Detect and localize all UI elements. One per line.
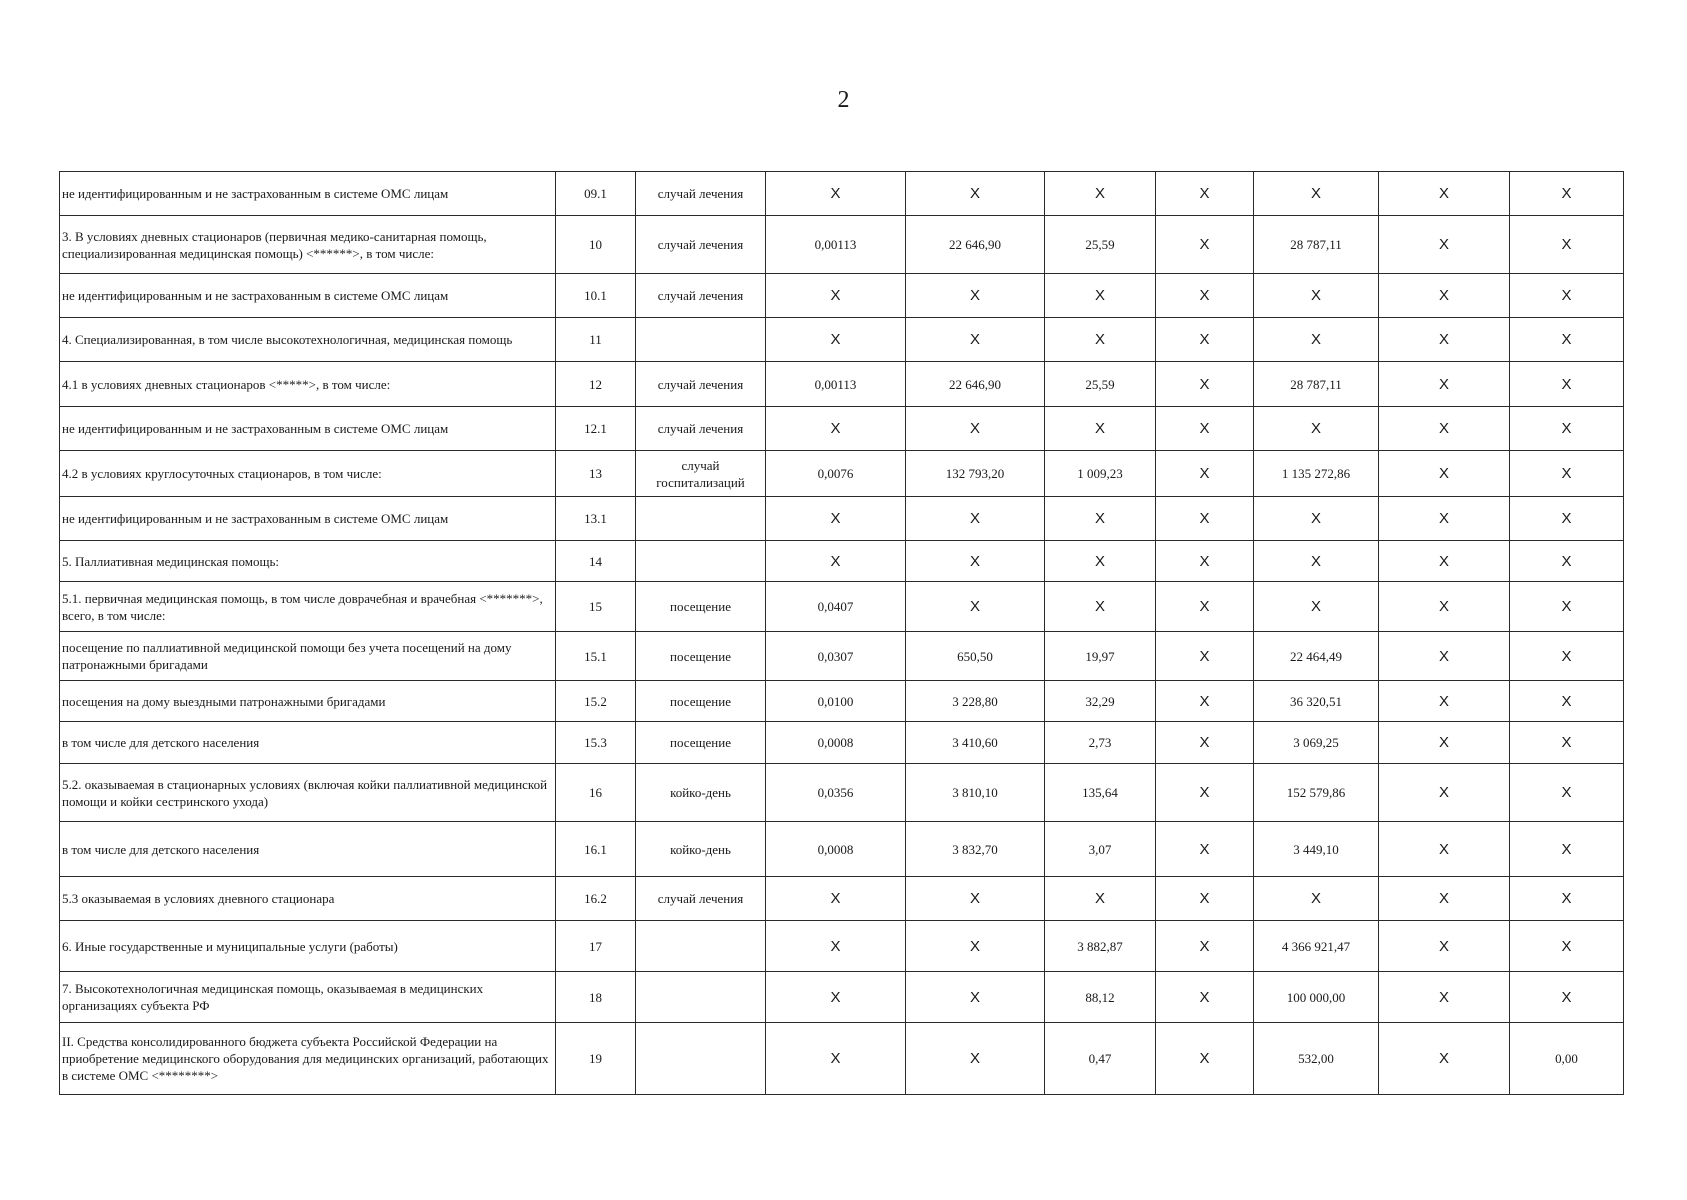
cell-value-3: 25,59	[1045, 362, 1156, 407]
table-row	[60, 722, 1624, 764]
cell-value-6: X	[1379, 722, 1510, 764]
cell-value-6: X	[1379, 216, 1510, 274]
cell-value-4: X	[1156, 632, 1254, 681]
table-row	[60, 407, 1624, 451]
cell-value-2: X	[906, 877, 1045, 921]
cell-unit: случай лечения	[636, 216, 766, 274]
cell-value-2: 22 646,90	[906, 216, 1045, 274]
cell-code: 18	[556, 972, 636, 1023]
cell-value-7: X	[1510, 216, 1624, 274]
cell-value-3: 32,29	[1045, 681, 1156, 722]
cell-unit	[636, 318, 766, 362]
cell-value-4: X	[1156, 172, 1254, 216]
table-row	[60, 541, 1624, 582]
table-row	[60, 921, 1624, 972]
cell-value-3: 1 009,23	[1045, 451, 1156, 497]
cell-value-1: X	[766, 1023, 906, 1095]
cell-value-1: 0,0407	[766, 582, 906, 632]
cell-unit: посещение	[636, 582, 766, 632]
cell-value-2: X	[906, 972, 1045, 1023]
cell-value-2: X	[906, 172, 1045, 216]
cell-code: 11	[556, 318, 636, 362]
cell-value-3: X	[1045, 172, 1156, 216]
cell-value-6: X	[1379, 172, 1510, 216]
cell-value-5: 22 464,49	[1254, 632, 1379, 681]
cell-value-7: X	[1510, 582, 1624, 632]
cell-value-6: X	[1379, 274, 1510, 318]
cell-value-1: 0,0008	[766, 722, 906, 764]
cell-value-4: X	[1156, 274, 1254, 318]
table-row	[60, 632, 1624, 681]
cell-value-3: X	[1045, 407, 1156, 451]
cell-code: 13.1	[556, 497, 636, 541]
cell-value-2: X	[906, 921, 1045, 972]
cell-value-1: 0,0307	[766, 632, 906, 681]
cell-unit: случай лечения	[636, 877, 766, 921]
cell-value-2: 3 228,80	[906, 681, 1045, 722]
cell-value-3: X	[1045, 877, 1156, 921]
cell-code: 15.3	[556, 722, 636, 764]
cell-unit	[636, 921, 766, 972]
cell-name: не идентифицированным и не застрахованным в системе ОМС лицам	[60, 407, 556, 451]
cell-value-1: X	[766, 274, 906, 318]
cell-name: II. Средства консолидированного бюджета субъекта Российской Федерации на приобретение медицинского оборудования для медицинских организаций, работающих в системе ОМС <********>	[60, 1023, 556, 1095]
cell-name: не идентифицированным и не застрахованным в системе ОМС лицам	[60, 274, 556, 318]
cell-value-5: 3 069,25	[1254, 722, 1379, 764]
cell-value-4: X	[1156, 877, 1254, 921]
cell-value-1: X	[766, 172, 906, 216]
cell-value-3: 3 882,87	[1045, 921, 1156, 972]
table-row	[60, 216, 1624, 274]
cell-name: в том числе для детского населения	[60, 722, 556, 764]
cell-unit: случай лечения	[636, 407, 766, 451]
cell-code: 09.1	[556, 172, 636, 216]
cell-code: 19	[556, 1023, 636, 1095]
table-row	[60, 764, 1624, 822]
cell-name: 4. Специализированная, в том числе высокотехнологичная, медицинская помощь	[60, 318, 556, 362]
cell-value-4: X	[1156, 451, 1254, 497]
cell-value-6: X	[1379, 582, 1510, 632]
cell-value-7: X	[1510, 681, 1624, 722]
cell-unit: случай госпитализаций	[636, 451, 766, 497]
cell-value-2: X	[906, 582, 1045, 632]
table-row	[60, 1023, 1624, 1095]
cell-value-5: 532,00	[1254, 1023, 1379, 1095]
cell-code: 16.1	[556, 822, 636, 877]
cell-value-6: X	[1379, 972, 1510, 1023]
cell-value-5: X	[1254, 582, 1379, 632]
cell-value-7: X	[1510, 722, 1624, 764]
cell-name: 5.2. оказываемая в стационарных условиях (включая койки паллиативной медицинской помощи и койки сестринского ухода)	[60, 764, 556, 822]
cell-unit: койко-день	[636, 822, 766, 877]
cell-value-1: X	[766, 972, 906, 1023]
cell-name: 5.1. первичная медицинская помощь, в том числе доврачебная и врачебная <*******>, всего, в том числе:	[60, 582, 556, 632]
cell-value-4: X	[1156, 318, 1254, 362]
cell-value-4: X	[1156, 822, 1254, 877]
cell-name: 7. Высокотехнологичная медицинская помощь, оказываемая в медицинских организациях субъекта РФ	[60, 972, 556, 1023]
cell-value-6: X	[1379, 362, 1510, 407]
page-number: 2	[837, 87, 850, 113]
cell-value-3: X	[1045, 274, 1156, 318]
cell-unit	[636, 972, 766, 1023]
cell-value-6: X	[1379, 541, 1510, 582]
cell-value-7: X	[1510, 362, 1624, 407]
cell-value-3: X	[1045, 541, 1156, 582]
cell-value-1: 0,00113	[766, 216, 906, 274]
table-row	[60, 451, 1624, 497]
cell-value-6: X	[1379, 497, 1510, 541]
cell-value-1: X	[766, 877, 906, 921]
cell-value-2: 3 410,60	[906, 722, 1045, 764]
cell-value-4: X	[1156, 582, 1254, 632]
cell-value-6: X	[1379, 822, 1510, 877]
cell-value-5: X	[1254, 497, 1379, 541]
cell-code: 12	[556, 362, 636, 407]
cell-value-5: 1 135 272,86	[1254, 451, 1379, 497]
cell-code: 13	[556, 451, 636, 497]
cell-name: не идентифицированным и не застрахованным в системе ОМС лицам	[60, 497, 556, 541]
cell-value-1: 0,0076	[766, 451, 906, 497]
cell-value-6: X	[1379, 407, 1510, 451]
cell-code: 17	[556, 921, 636, 972]
cell-value-4: X	[1156, 722, 1254, 764]
cell-value-3: 135,64	[1045, 764, 1156, 822]
cell-value-7: X	[1510, 972, 1624, 1023]
cell-value-4: X	[1156, 362, 1254, 407]
cell-name: не идентифицированным и не застрахованным в системе ОМС лицам	[60, 172, 556, 216]
cell-code: 12.1	[556, 407, 636, 451]
cell-value-5: 3 449,10	[1254, 822, 1379, 877]
cell-unit: случай лечения	[636, 172, 766, 216]
cell-value-4: X	[1156, 972, 1254, 1023]
cell-value-5: 28 787,11	[1254, 216, 1379, 274]
cell-value-5: 4 366 921,47	[1254, 921, 1379, 972]
cell-value-7: X	[1510, 632, 1624, 681]
table-body	[60, 172, 1624, 1095]
table-row	[60, 362, 1624, 407]
cell-value-4: X	[1156, 1023, 1254, 1095]
cell-value-2: X	[906, 274, 1045, 318]
cell-value-2: 132 793,20	[906, 451, 1045, 497]
cell-value-3: 88,12	[1045, 972, 1156, 1023]
cell-name: 5.3 оказываемая в условиях дневного стационара	[60, 877, 556, 921]
cell-value-5: X	[1254, 407, 1379, 451]
cell-value-3: 2,73	[1045, 722, 1156, 764]
cell-value-2: 650,50	[906, 632, 1045, 681]
cell-unit: посещение	[636, 681, 766, 722]
cell-value-4: X	[1156, 216, 1254, 274]
cell-value-5: X	[1254, 877, 1379, 921]
cell-value-6: X	[1379, 451, 1510, 497]
cell-value-7: 0,00	[1510, 1023, 1624, 1095]
table-row	[60, 681, 1624, 722]
cell-value-3: X	[1045, 497, 1156, 541]
cell-value-4: X	[1156, 921, 1254, 972]
cell-unit: случай лечения	[636, 362, 766, 407]
cell-value-1: X	[766, 497, 906, 541]
cell-code: 15	[556, 582, 636, 632]
cell-value-7: X	[1510, 764, 1624, 822]
cell-value-7: X	[1510, 921, 1624, 972]
cell-value-6: X	[1379, 632, 1510, 681]
cell-value-7: X	[1510, 451, 1624, 497]
cell-name: 3. В условиях дневных стационаров (первичная медико-санитарная помощь, специализированная медицинская помощь) <******>, в том числе:	[60, 216, 556, 274]
table-row	[60, 877, 1624, 921]
cell-value-2: 3 832,70	[906, 822, 1045, 877]
cell-value-3: X	[1045, 318, 1156, 362]
cell-value-3: 19,97	[1045, 632, 1156, 681]
cell-value-3: 0,47	[1045, 1023, 1156, 1095]
cell-value-6: X	[1379, 318, 1510, 362]
cell-value-1: X	[766, 921, 906, 972]
table-row	[60, 822, 1624, 877]
cell-name: 6. Иные государственные и муниципальные услуги (работы)	[60, 921, 556, 972]
cell-value-2: X	[906, 541, 1045, 582]
cell-code: 15.2	[556, 681, 636, 722]
cell-value-2: 3 810,10	[906, 764, 1045, 822]
table-row	[60, 318, 1624, 362]
cell-value-5: 152 579,86	[1254, 764, 1379, 822]
cell-value-1: 0,0356	[766, 764, 906, 822]
cell-value-7: X	[1510, 822, 1624, 877]
financing-table	[59, 171, 1624, 1095]
cell-value-3: X	[1045, 582, 1156, 632]
table-row	[60, 172, 1624, 216]
cell-value-2: X	[906, 1023, 1045, 1095]
cell-value-1: X	[766, 407, 906, 451]
cell-value-7: X	[1510, 274, 1624, 318]
cell-code: 10.1	[556, 274, 636, 318]
cell-unit	[636, 497, 766, 541]
cell-value-6: X	[1379, 1023, 1510, 1095]
cell-value-3: 3,07	[1045, 822, 1156, 877]
table-row	[60, 582, 1624, 632]
table-row	[60, 274, 1624, 318]
cell-value-6: X	[1379, 764, 1510, 822]
cell-value-7: X	[1510, 172, 1624, 216]
cell-value-1: 0,0100	[766, 681, 906, 722]
cell-name: в том числе для детского населения	[60, 822, 556, 877]
cell-code: 16.2	[556, 877, 636, 921]
cell-value-6: X	[1379, 921, 1510, 972]
cell-unit: койко-день	[636, 764, 766, 822]
cell-name: посещения на дому выездными патронажными бригадами	[60, 681, 556, 722]
cell-value-5: X	[1254, 318, 1379, 362]
cell-value-4: X	[1156, 497, 1254, 541]
cell-value-7: X	[1510, 497, 1624, 541]
cell-value-5: 100 000,00	[1254, 972, 1379, 1023]
cell-unit: посещение	[636, 722, 766, 764]
cell-value-2: X	[906, 318, 1045, 362]
cell-name: 4.1 в условиях дневных стационаров <*****>, в том числе:	[60, 362, 556, 407]
cell-code: 15.1	[556, 632, 636, 681]
cell-value-2: 22 646,90	[906, 362, 1045, 407]
cell-value-5: X	[1254, 541, 1379, 582]
cell-code: 14	[556, 541, 636, 582]
cell-value-1: X	[766, 318, 906, 362]
cell-value-5: 36 320,51	[1254, 681, 1379, 722]
cell-value-4: X	[1156, 764, 1254, 822]
table-row	[60, 972, 1624, 1023]
cell-value-7: X	[1510, 541, 1624, 582]
cell-unit	[636, 541, 766, 582]
cell-unit: посещение	[636, 632, 766, 681]
cell-value-4: X	[1156, 541, 1254, 582]
cell-unit	[636, 1023, 766, 1095]
table-row	[60, 497, 1624, 541]
cell-value-2: X	[906, 497, 1045, 541]
cell-value-2: X	[906, 407, 1045, 451]
cell-value-5: 28 787,11	[1254, 362, 1379, 407]
cell-unit: случай лечения	[636, 274, 766, 318]
cell-value-1: 0,0008	[766, 822, 906, 877]
cell-value-7: X	[1510, 407, 1624, 451]
cell-value-1: X	[766, 541, 906, 582]
cell-value-6: X	[1379, 877, 1510, 921]
cell-code: 10	[556, 216, 636, 274]
cell-code: 16	[556, 764, 636, 822]
cell-value-1: 0,00113	[766, 362, 906, 407]
cell-value-5: X	[1254, 274, 1379, 318]
cell-name: 4.2 в условиях круглосуточных стационаров, в том числе:	[60, 451, 556, 497]
cell-value-7: X	[1510, 877, 1624, 921]
cell-value-4: X	[1156, 681, 1254, 722]
cell-value-4: X	[1156, 407, 1254, 451]
cell-value-5: X	[1254, 172, 1379, 216]
cell-name: 5. Паллиативная медицинская помощь:	[60, 541, 556, 582]
cell-value-3: 25,59	[1045, 216, 1156, 274]
cell-value-7: X	[1510, 318, 1624, 362]
cell-value-6: X	[1379, 681, 1510, 722]
cell-name: посещение по паллиативной медицинской помощи без учета посещений на дому патронажными бригадами	[60, 632, 556, 681]
